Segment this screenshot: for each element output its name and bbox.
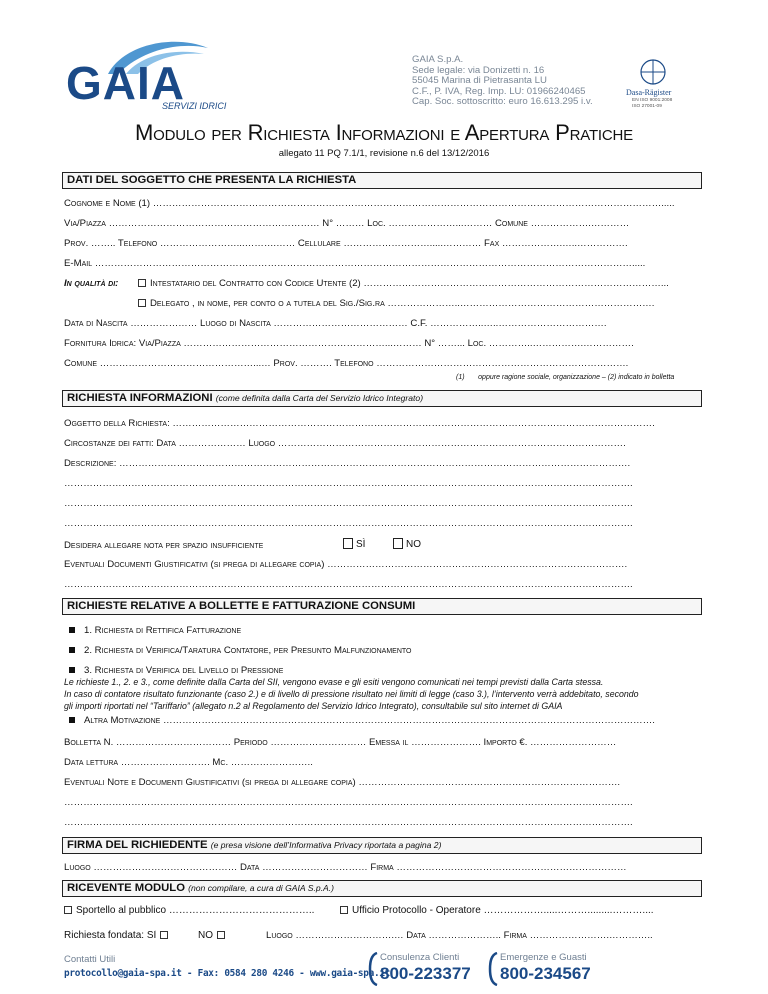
circostanze-field[interactable]: Circostanze dei fatti: Data ………………… Luogo ………………………………………………………………………………………………. bbox=[64, 438, 626, 449]
ufficio-checkbox[interactable] bbox=[340, 906, 348, 914]
option-label: 1. Richiesta di Rettifica Fatturazione bbox=[84, 625, 242, 636]
certification-globe-icon bbox=[639, 58, 667, 86]
consulenza-number[interactable]: 800-223377 bbox=[380, 964, 471, 983]
option-label: Altra Motivazione ………………………………………………………………………………………………………………………………………. bbox=[84, 715, 655, 726]
email-field[interactable]: E-Mail ……………………………………………………………………………………………………………………………………………………..... bbox=[64, 258, 646, 269]
verifica-pressione-option[interactable] bbox=[68, 665, 283, 676]
consulenza-box bbox=[368, 952, 488, 982]
emergenze-number[interactable]: 800-234567 bbox=[500, 964, 591, 983]
section-title: RICHIESTE RELATIVE A BOLLETTE E FATTURAZIONE CONSUMI bbox=[67, 600, 416, 612]
bullet-checkbox-icon[interactable] bbox=[68, 666, 75, 673]
nascita-field[interactable]: Data di Nascita ………………… Luogo di Nascita …………………………………… C.F. ……………..…..……………………………. bbox=[64, 318, 607, 329]
section-title-text: RICHIESTA INFORMAZIONI bbox=[67, 392, 213, 404]
delegato-option[interactable] bbox=[138, 298, 654, 309]
section-title-text: FIRMA DEL RICHIEDENTE bbox=[67, 839, 208, 851]
section-title bbox=[67, 392, 423, 404]
emergenze-label: Emergenze e Guasti bbox=[500, 952, 587, 963]
ufficio-label: Ufficio Protocollo - Operatore ……………….....……….........……….... bbox=[352, 905, 654, 916]
bracket-icon bbox=[368, 952, 378, 986]
lettura-field[interactable]: Data lettura ………………………. Mc. …………………….. bbox=[64, 757, 313, 768]
certification-lines bbox=[632, 98, 672, 109]
bolletta-field[interactable]: Bolletta N. ……………………………… Periodo ………………………… Emessa il …………………. Importo €. ……………………… bbox=[64, 737, 617, 748]
gaia-logo: GAIA bbox=[66, 57, 185, 109]
verifica-contatore-option[interactable] bbox=[68, 645, 412, 656]
descrizione-line[interactable]: ……………………………………………………………………………………………………………………………………………………………. bbox=[64, 518, 633, 529]
bullet-checkbox-icon[interactable] bbox=[68, 646, 75, 653]
company-line: GAIA S.p.A. bbox=[412, 54, 464, 65]
footnote: (1) oppure ragione sociale, organizzazione – (2) indicato in bolletta bbox=[456, 374, 675, 381]
sportello-label: Sportello al pubblico …………………………………….. bbox=[76, 905, 315, 916]
note-text: In caso di contatore risultato funzionante (caso 2.) e di livello di pressione risultato nei limiti di legge (caso 3.), l’intervento verrà addebitato, secondo bbox=[64, 689, 639, 699]
fondata-label: Richiesta fondata: SÌ bbox=[64, 930, 157, 941]
allega-nota-si-option[interactable] bbox=[340, 538, 365, 550]
certification-name: Dasa-Rägister bbox=[626, 88, 672, 97]
option-label: 2. Richiesta di Verifica/Taratura Contatore, per Presunto Malfunzionamento bbox=[84, 645, 412, 656]
fondata-si-option[interactable] bbox=[64, 930, 172, 941]
indirizzo-field[interactable]: Via/Piazza ………………………………………………………… N° ……… Loc. …………………...……… Comune ……………….………… bbox=[64, 218, 630, 229]
page-title: Modulo per Richiesta Informazioni e Apertura Pratiche bbox=[135, 120, 633, 145]
certification-line: ISO 27001-09 bbox=[632, 103, 662, 109]
contatti-field[interactable]: Prov. …….. Telefono ……………………...……….…… Cellulare ……………………….....………… Fax ……………….…..……………. bbox=[64, 238, 628, 249]
cognome-nome-field[interactable]: Cognome e Nome (1) ……………………………………………………………………………………………………………………………………………..... bbox=[64, 198, 675, 209]
no-label: NO bbox=[406, 539, 421, 550]
note-documenti-field[interactable]: Eventuali Note e Documenti Giustificativi (si prega di allegare copia) ………………………………………………………………………. bbox=[64, 777, 621, 788]
intestatario-option[interactable] bbox=[138, 278, 669, 289]
option-label: 3. Richiesta di Verifica del Livello di Pressione bbox=[84, 665, 284, 676]
altra-motivazione-option[interactable] bbox=[68, 715, 655, 726]
documenti-line[interactable]: ……………………………………………………………………………………………………………………………………………………………. bbox=[64, 579, 633, 590]
descrizione-line[interactable]: ……………………………………………………………………………………………………………………………………………………………. bbox=[64, 498, 633, 509]
section-title-text: RICEVENTE MODULO bbox=[67, 882, 185, 894]
certification-line: EN ISO 9001:2008 bbox=[632, 98, 673, 103]
company-line: C.F., P. IVA, Reg. Imp. LU: 01966240465 bbox=[412, 85, 586, 97]
bullet-checkbox-icon[interactable] bbox=[68, 716, 75, 723]
bullet-checkbox-icon[interactable] bbox=[68, 626, 75, 633]
section-header-dati bbox=[62, 172, 702, 189]
section-header-firma bbox=[62, 837, 702, 854]
intestatario-checkbox[interactable] bbox=[138, 279, 146, 287]
comune-field[interactable]: Comune …………………………………………...… Prov. ………. Telefono ……………………………………………………………………. bbox=[64, 358, 629, 369]
fornitura-field[interactable]: Fornitura Idrica: Via/Piazza ………………………………………………………...……… N° ……... Loc. …………..…………….……………. bbox=[64, 338, 634, 349]
si-checkbox[interactable] bbox=[343, 538, 353, 549]
intestatario-label: Intestatario del Contratto con Codice Utente (2) …………………………………………………………………………………... bbox=[150, 278, 669, 289]
emergenze-box bbox=[488, 952, 618, 982]
descrizione-line[interactable]: ……………………………………………………………………………………………………………………………………………………………. bbox=[64, 478, 633, 489]
page-subtitle: allegato 11 PQ 7.1/1, revisione n.6 del 13/12/2016 bbox=[278, 148, 490, 159]
documenti-field[interactable]: Eventuali Documenti Giustificativi (si prega di allegare copia) …………………………………………………………………………………. bbox=[64, 559, 628, 570]
note-line[interactable]: ……………………………………………………………………………………………………………………………………………………………. bbox=[64, 797, 633, 808]
firma-field[interactable]: Luogo ……………………………………… Data …………………………… Firma ……………………………………………………………… bbox=[64, 862, 627, 873]
note-text: gli importi riportati nel “Tariffario” (allegato n.2 al Regolamento del Servizio Idrico Integrato), consultabile sul sito internet di GAIA bbox=[64, 701, 563, 711]
delegato-label: Delegato , in nome, per conto o a tutela del Sig./Sig.ra …………………..……………………………………………………. bbox=[150, 298, 655, 309]
ufficio-option[interactable] bbox=[340, 905, 654, 916]
company-line: Cap. Soc. sottoscritto: euro 16.613.295 i.v. bbox=[412, 96, 593, 108]
section-title-note: (come definita dalla Carta del Servizio Idrico Integrato) bbox=[215, 393, 424, 403]
section-title-note: (non compilare, a cura di GAIA S.p.A.) bbox=[188, 883, 334, 893]
note-text: Le richieste 1., 2. e 3., come definite dalla Carta del SII, vengono evase e gli esiti vengono comunicati nei tempi previsti dalla Carta stessa. bbox=[64, 677, 604, 687]
note-line[interactable]: ……………………………………………………………………………………………………………………………………………………………. bbox=[64, 817, 633, 828]
delegato-checkbox[interactable] bbox=[138, 299, 146, 307]
section-title-note: (e presa visione dell’Informativa Privacy riportata a pagina 2) bbox=[210, 840, 442, 850]
ricevente-firma-field[interactable]: Luogo ………………………….… Data ………………….. Firma …………………….………….. bbox=[266, 930, 653, 941]
fondata-no-label: NO bbox=[198, 930, 213, 941]
section-title bbox=[67, 882, 334, 894]
contatti-label: Contatti Utili bbox=[64, 954, 116, 965]
section-header-ricevente bbox=[62, 880, 702, 897]
fondata-no-checkbox[interactable] bbox=[217, 931, 225, 939]
section-title: DATI DEL SOGGETTO CHE PRESENTA LA RICHIESTA bbox=[67, 174, 357, 186]
company-line: 55045 Marina di Pietrasanta LU bbox=[412, 75, 547, 87]
gaia-logo-sub: SERVIZI IDRICI bbox=[162, 101, 227, 111]
no-checkbox[interactable] bbox=[393, 538, 403, 549]
fondata-no-option[interactable] bbox=[198, 930, 229, 941]
consulenza-label: Consulenza Clienti bbox=[380, 952, 460, 963]
section-header-informazioni bbox=[62, 390, 702, 407]
sportello-option[interactable] bbox=[64, 905, 314, 916]
desidera-label: Desidera allegare nota per spazio insufficiente bbox=[64, 540, 264, 551]
company-line: Sede legale: via Donizetti n. 16 bbox=[412, 64, 545, 76]
allega-nota-no-option[interactable] bbox=[390, 538, 421, 550]
sportello-checkbox[interactable] bbox=[64, 906, 72, 914]
section-title bbox=[67, 839, 441, 851]
company-info bbox=[412, 55, 593, 108]
fondata-si-checkbox[interactable] bbox=[160, 931, 168, 939]
section-header-bollette bbox=[62, 598, 702, 615]
descrizione-field[interactable]: Descrizione: ……………………………………………………………………………………………………………………………………………. bbox=[64, 458, 631, 469]
contatti-text[interactable]: protocollo@gaia-spa.it - Fax: 0584 280 4246 - www.gaia-spa.it bbox=[64, 968, 390, 979]
qualita-label: In qualità di: bbox=[64, 278, 119, 289]
oggetto-field[interactable]: Oggetto della Richiesta: ……………………………………………………………………………………………………………………………………. bbox=[64, 418, 655, 429]
bracket-icon bbox=[488, 952, 498, 986]
rettifica-option[interactable] bbox=[68, 625, 241, 636]
si-label: SÌ bbox=[356, 539, 366, 550]
